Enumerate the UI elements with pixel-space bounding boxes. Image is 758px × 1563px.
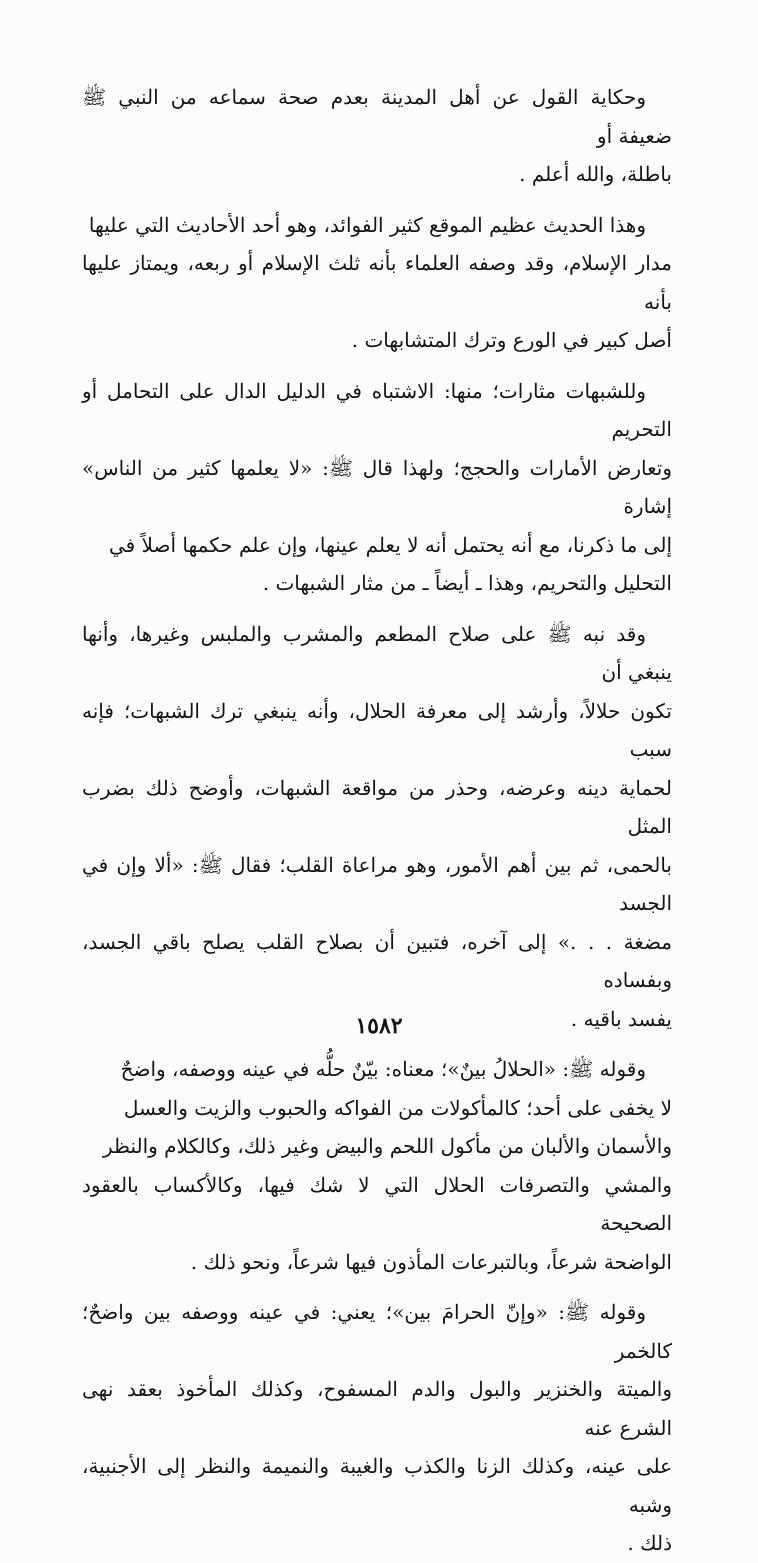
paragraph-3	[82, 372, 672, 603]
text-line: وحكاية القول عن أهل المدينة بعدم صحة سماعه من النبي ﷺ ضعيفة أو	[82, 85, 672, 148]
paragraph-1	[82, 78, 672, 194]
text-line: وقد نبه ﷺ على صلاح المطعم والمشرب والملبس وغيرها، وأنها ينبغي أن	[82, 621, 672, 684]
paragraph-5	[82, 1050, 672, 1281]
page-number: ١٥٨٢	[355, 1013, 403, 1039]
text-line: والميتة والخنزير والبول والدم المسفوح، وكذلك المأخوذ بعقد نهى الشرع عنه	[82, 1377, 672, 1440]
text-line: إلى ما ذكرنا، مع أنه يحتمل أنه لا يعلم عينها، وإن علم حكمها أصلاً في	[108, 532, 672, 557]
text-line: لحماية دينه وعرضه، وحذر من مواقعة الشبهات، وأوضح ذلك بضرب المثل	[82, 775, 672, 838]
paragraph-4	[82, 615, 672, 1039]
text-line: وللشبهات مثارات؛ منها: الاشتباه في الدليل الدال على التحامل أو التحريم	[82, 378, 672, 441]
text-line: وتعارض الأمارات والحجج؛ ولهذا قال ﷺ: «لا يعلمها كثير من الناس» إشارة	[82, 455, 672, 518]
text-line: تكون حلالاً، وأرشد إلى معرفة الحلال، وأنه ينبغي ترك الشبهات؛ فإنه سبب	[82, 698, 672, 761]
text-line: أصل كبير في الورع وترك المتشابهات .	[351, 328, 672, 352]
paragraph-2	[82, 206, 672, 360]
text-line: وقوله ﷺ: «الحلالُ بينٌ»؛ معناه: بيّنٌ حلُّه في عينه ووصفه، واضحٌ	[120, 1057, 646, 1081]
text-line: باطلة، والله أعلم .	[519, 162, 672, 186]
page-body	[82, 78, 672, 1563]
text-line: والمشي والتصرفات الحلال التي لا شك فيها، وكالأكساب بالعقود الصحيحة	[82, 1172, 672, 1235]
text-line: مدار الإسلام، وقد وصفه العلماء بأنه ثلث الإسلام أو ربعه، ويمتاز عليها بأنه	[82, 251, 672, 314]
text-line: والأسمان والألبان من مأكول اللحم والبيض وغير ذلك، وكالكلام والنظر	[103, 1134, 672, 1158]
text-line: وهذا الحديث عظيم الموقع كثير الفوائد، وهو أحد الأحاديث التي عليها	[88, 212, 646, 237]
text-line: بالحمى، ثم بين أهم الأمور، وهو مراعاة القلب؛ فقال ﷺ: «ألا وإن في الجسد	[82, 852, 672, 915]
text-line: الواضحة شرعاً، وبالتبرعات المأذون فيها شرعاً، ونحو ذلك .	[190, 1249, 672, 1274]
paragraph-6	[82, 1293, 672, 1563]
text-line: على عينه، وكذلك الزنا والكذب والغيبة والنميمة والنظر إلى الأجنبية، وشبه	[82, 1454, 672, 1517]
text-line: وقوله ﷺ: «وإنّ الحرامَ بين»؛ يعني: في عينه ووصفه بين واضحٌ؛ كالخمر	[82, 1300, 672, 1363]
text-line: يفسد باقيه .	[570, 1006, 672, 1031]
text-line: التحليل والتحريم، وهذا ـ أيضاً ـ من مثار الشبهات .	[262, 571, 672, 595]
text-line: مضغة . . .» إلى آخره، فتبين أن بصلاح القلب يصلح باقي الجسد، وبفساده	[82, 929, 672, 992]
text-line: لا يخفى على أحد؛ كالمأكولات من الفواكه والحبوب والزيت والعسل	[123, 1095, 672, 1120]
text-line: ذلك .	[627, 1531, 672, 1555]
